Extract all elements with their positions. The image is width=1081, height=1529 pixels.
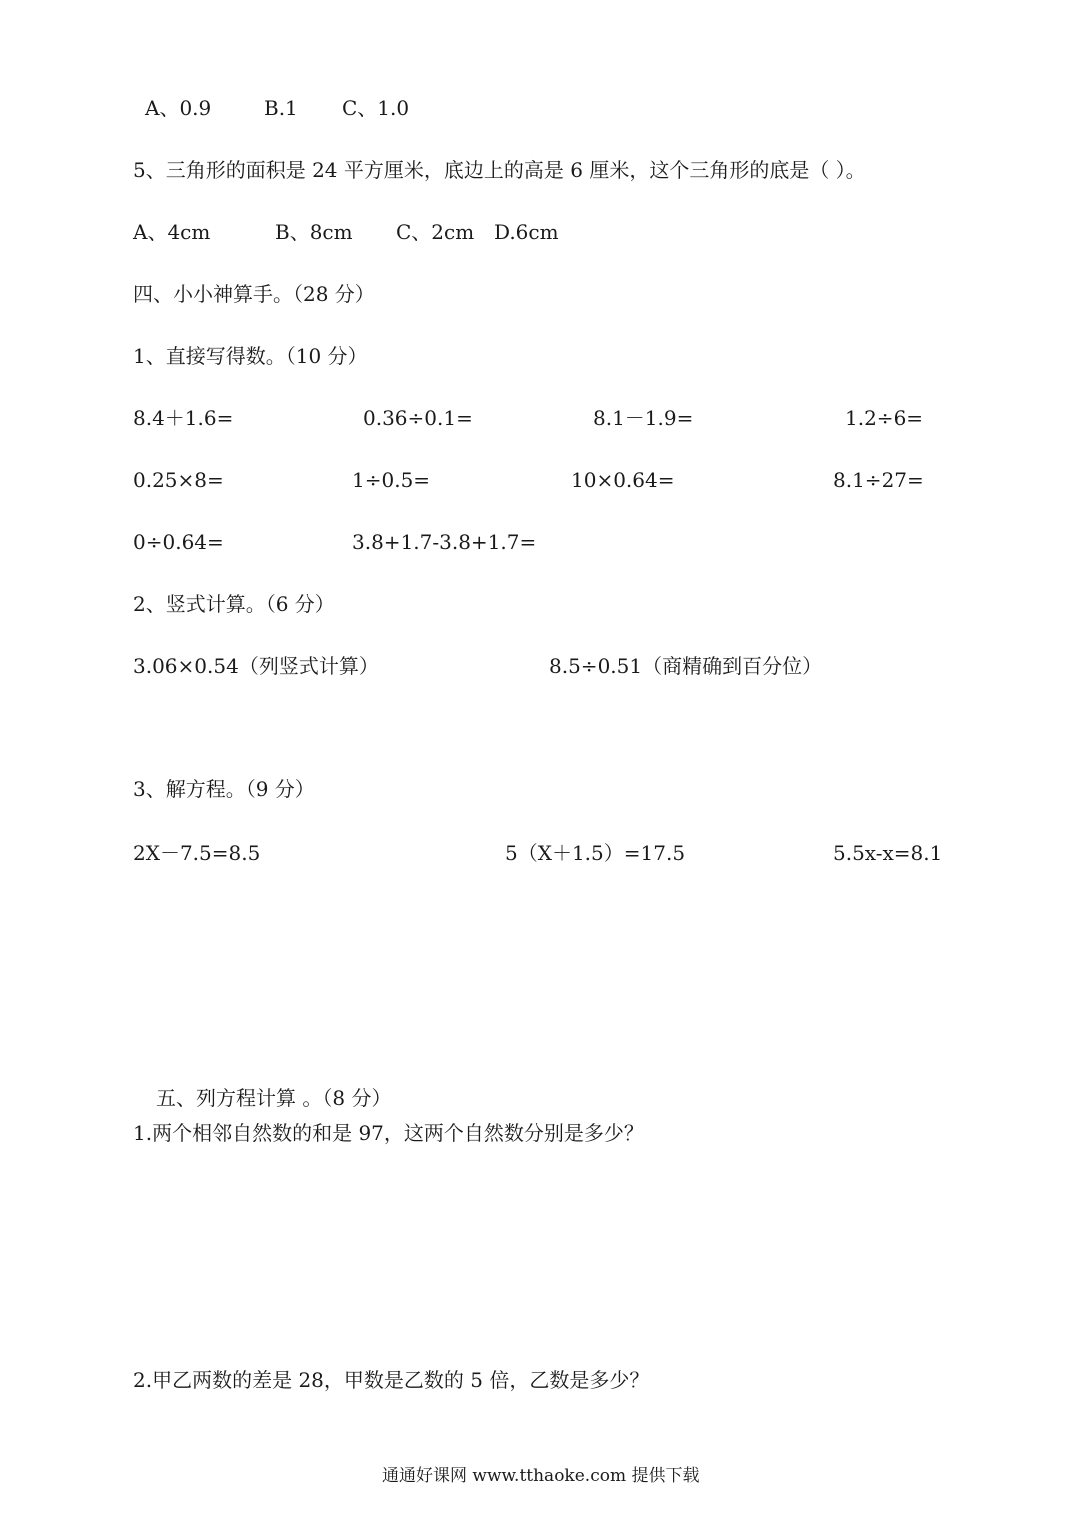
q5-option-d: D.6cm <box>494 220 559 244</box>
calc-item: 3.8+1.7-3.8+1.7= <box>352 530 537 554</box>
calc-item: 8.1－1.9= <box>593 406 694 430</box>
q5-text: 5、三角形的面积是 24 平方厘米，底边上的高是 6 厘米，这个三角形的底是（ ）。 <box>133 158 866 182</box>
calc-item: 8.4＋1.6= <box>133 406 234 430</box>
equation-item: 5.5x-x=8.1 <box>833 841 943 865</box>
calc-item: 0.25×8= <box>133 468 224 492</box>
section5-q2: 2.甲乙两数的差是 28，甲数是乙数的 5 倍，乙数是多少？ <box>133 1368 650 1392</box>
q4-option-a: A、0.9 <box>145 96 212 120</box>
q4-option-c: C、1.0 <box>342 96 410 120</box>
vertical-calc-item: 3.06×0.54（列竖式计算） <box>133 654 379 678</box>
calc-item: 0÷0.64= <box>133 530 224 554</box>
calc-item: 0.36÷0.1= <box>363 406 473 430</box>
section4-title: 四、小小神算手。（28 分） <box>133 282 375 306</box>
calc-item: 1÷0.5= <box>352 468 431 492</box>
q5-option-b: B、8cm <box>275 220 353 244</box>
q4-option-b: B.1 <box>264 96 298 120</box>
section5-title: 五、列方程计算 。（8 分） <box>156 1086 392 1110</box>
page-footer: 通通好课网 www.tthaoke.com 提供下载 <box>382 1466 700 1486</box>
section5-q1: 1.两个相邻自然数的和是 97，这两个自然数分别是多少？ <box>133 1121 644 1145</box>
part3-title: 3、解方程。（9 分） <box>133 777 315 801</box>
q5-option-c: C、2cm <box>396 220 475 244</box>
calc-item: 8.1÷27= <box>833 468 924 492</box>
part1-title: 1、直接写得数。（10 分） <box>133 344 368 368</box>
calc-item: 10×0.64= <box>571 468 675 492</box>
equation-item: 5（X＋1.5）=17.5 <box>505 841 686 865</box>
vertical-calc-item: 8.5÷0.51（商精确到百分位） <box>549 654 823 678</box>
q5-option-a: A、4cm <box>133 220 211 244</box>
calc-item: 1.2÷6= <box>845 406 924 430</box>
equation-item: 2X－7.5=8.5 <box>133 841 261 865</box>
part2-title: 2、竖式计算。（6 分） <box>133 592 335 616</box>
